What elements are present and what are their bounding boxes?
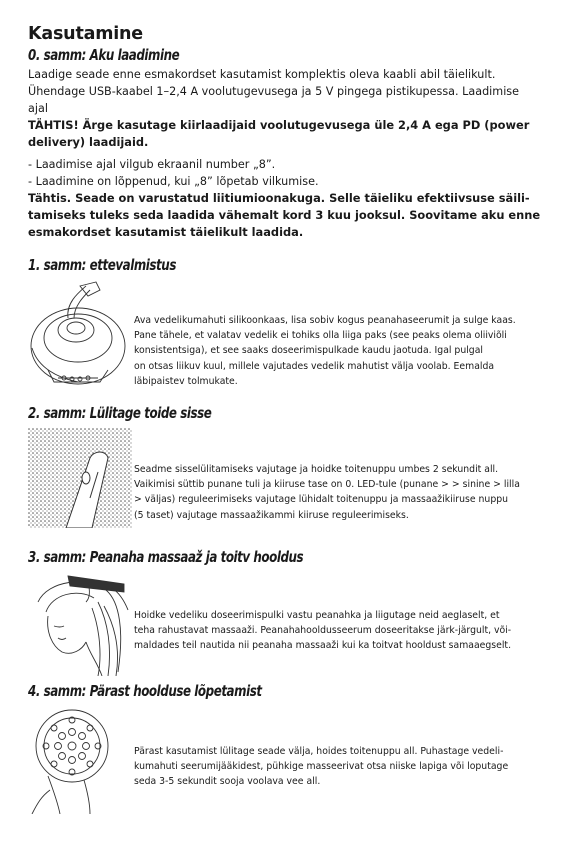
step3-text-line: teha rahustavat massaaži. Peanahahooldusseerum doseeritakse järk-järgult, või- [134,625,512,637]
step3-text-line: maldades teil nautida nii peanaha massaaži kui ka toitvat hooldust samaaegselt. [134,640,512,652]
step3-section [28,548,543,688]
page-title: Kasutamine [28,24,143,44]
step2-section [28,404,543,544]
step0-note-line: Tähtis. Seade on varustatud liitiumioonakuga. Selle täieliku efektiivsuse säili- [28,191,530,205]
step1-text-line: läbipaistev tolmukate. [134,375,238,387]
step4-text-line: kumahuti seerumijääkidest, pühkige masseerivat otsa niiske lapiga või loputage [134,761,509,773]
step0-para-line: Laadige seade enne esmakordset kasutamist komplektis oleva kaabli abil täielikult. [28,68,496,81]
step1-heading: 1. samm: ettevalmistus [28,256,176,274]
step1-text-line: Ava vedelikumahuti silikoonkaas, lisa sobiv kogus peanahaseerumit ja sulge kaas. [134,315,516,326]
device-head-illustration [28,706,132,818]
step0-note-line: tamiseks tuleks seda laadida vähemalt kord 3 kuu jooksul. Soovitame aku enne [28,208,541,222]
step0-list-item: - Laadimise ajal vilgub ekraanil number „8”. [28,158,276,171]
step0-para-line: ajal [28,102,48,115]
step4-section [28,682,543,832]
step2-text-line: > väljas) reguleerimiseks vajutage lühidalt toitenuppu ja massaažikiiruse nuppu [134,494,509,506]
step2-heading: 2. samm: Lülitage toide sisse [28,404,212,422]
device-handle-illustration [28,428,132,532]
step3-heading: 3. samm: Peanaha massaaž ja toitv hooldus [28,548,304,566]
step3-text-line: Hoidke vedeliku doseerimispulki vastu peanahka ja liigutage neid aeglaselt, et [134,610,500,621]
step2-text-line: Seadme sisselülitamiseks vajutage ja hoidke toitenuppu umbes 2 sekundit all. [134,464,499,475]
step4-heading: 4. samm: Pärast hoolduse lõpetamist [28,682,262,700]
step0-para-line: Ühendage USB-kaabel 1–2,4 A voolutugevusega ja 5 V pingega pistikupessa. Laadimise [28,85,520,98]
step2-text-line: Vaikimisi süttib punane tuli ja kiiruse tase on 0. LED-tule (punane > > sinine > lilla [134,479,520,491]
step2-text-line: (5 taset) vajutage massaažikammi kiiruse reguleerimiseks. [134,509,409,521]
step0-warning-line: TÄHTIS! Ärge kasutage kiirlaadijaid voolutugevusega üle 2,4 A ega PD (power [28,118,530,132]
woman-massage-illustration [28,572,132,680]
step1-section [28,256,543,396]
step0-heading: 0. samm: Aku laadimine [28,46,180,64]
step0-list-item: - Laadimine on lõppenud, kui „8” lõpetab vilkumise. [28,175,319,188]
step4-text-line: seda 3-5 sekundit sooja voolava vee all. [134,776,321,788]
step0-warning-line: delivery) laadijaid. [28,135,149,149]
step1-text-line: Pane tähele, et valatav vedelik ei tohiks olla liiga paks (see peaks olema oliiviõli [134,330,507,342]
step4-text-line: Pärast kasutamist lülitage seade välja, hoides toitenuppu all. Puhastage vedeli- [134,746,504,757]
step0-note-line: esmakordset kasutamist täielikult laadida. [28,225,304,239]
instruction-page [28,24,543,788]
device-lid-illustration [28,278,132,394]
step1-text-line: on otsas liikuv kuul, millele vajutades vedelik mahutist välja voolab. Eemalda [134,360,495,372]
step1-text-line: konsistentsiga), et see saaks doseerimispulkade kaudu jaotuda. Igal pulgal [134,345,483,357]
